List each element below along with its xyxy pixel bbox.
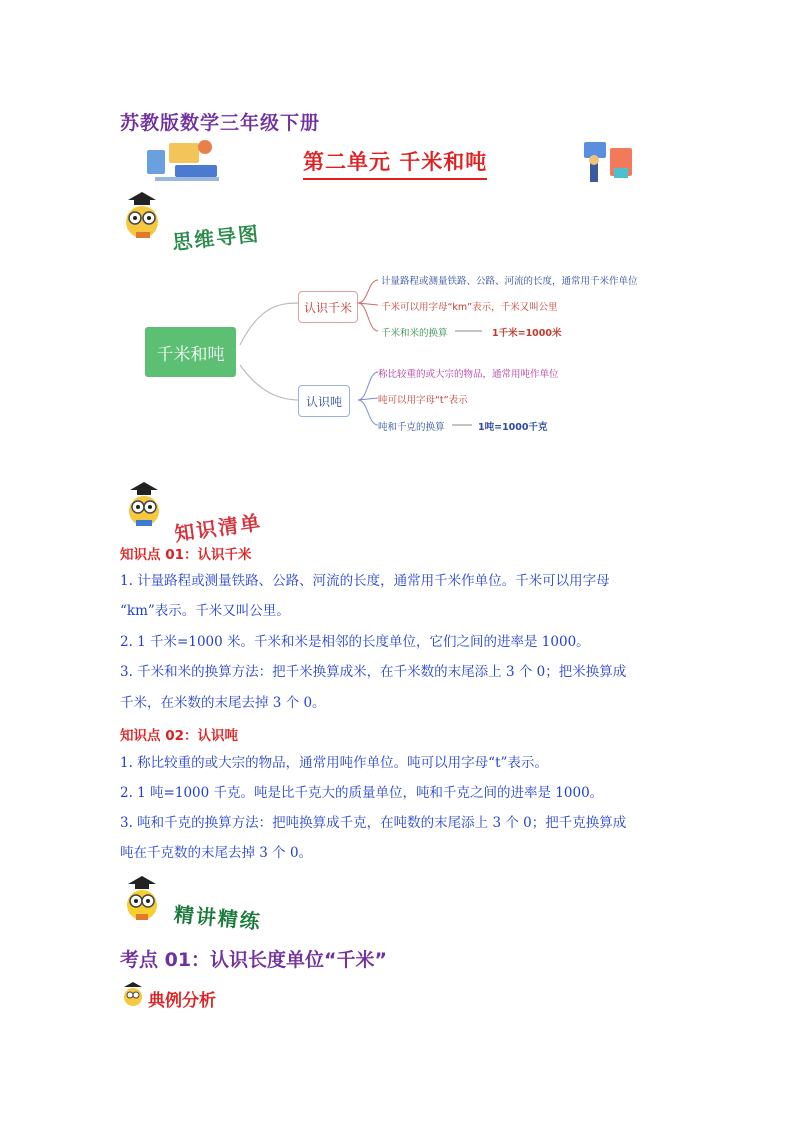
exam-point-heading: 考点 01：认识长度单位“千米” xyxy=(120,949,388,971)
unit-title: 第二单元 千米和吨 xyxy=(303,146,487,180)
knowledge-point-2-line-2: 2. 1 吨=1000 千克。吨是比千克大的质量单位，吨和千克之间的进率是 1000。 xyxy=(120,785,604,801)
owl-small-icon xyxy=(120,980,146,1008)
mindmap-km-conversion: 1千米=1000米 xyxy=(492,328,562,339)
knowledge-point-1-line-1: 1. 计量路程或测量铁路、公路、河流的长度，通常用千米作单位。千米可以用字母 xyxy=(120,573,610,589)
knowledge-point-2-line-1: 1. 称比较重的或大宗的物品，通常用吨作单位。吨可以用字母“t”表示。 xyxy=(120,755,548,771)
knowledge-point-1-line-2: “km”表示。千米又叫公里。 xyxy=(120,603,290,619)
mindmap-ton-item-3: 吨和千克的换算 xyxy=(378,422,445,433)
mindmap-section-title: 思维导图 xyxy=(171,221,262,255)
knowledge-point-2-line-3: 3. 吨和千克的换算方法：把吨换算成千克，在吨数的末尾添上 3 个 0；把千克换算成 xyxy=(120,815,627,831)
mindmap-ton-item-2: 吨可以用字母“t”表示 xyxy=(378,395,468,406)
owl-mascot-icon xyxy=(120,478,168,528)
branch-ton-label: 认识吨 xyxy=(305,394,342,409)
mindmap-ton-item-1: 称比较重的或大宗的物品，通常用吨作单位 xyxy=(378,369,559,380)
study-illustration-left xyxy=(145,135,225,185)
mindmap-km-item-3: 千米和米的换算 xyxy=(381,328,448,339)
knowledge-point-1-line-4: 3. 千米和米的换算方法：把千米换算成米，在千米数的末尾添上 3 个 0；把米换算成 xyxy=(120,664,627,680)
knowledge-point-1-line-5: 千米，在米数的末尾去掉 3 个 0。 xyxy=(120,695,326,711)
mindmap-root-label: 千米和吨 xyxy=(156,344,225,365)
mindmap-root-node xyxy=(145,327,236,377)
book-title: 苏教版数学三年级下册 xyxy=(120,112,321,134)
branch-km-label: 认识千米 xyxy=(303,300,352,315)
mindmap-branch-ton xyxy=(298,385,350,417)
lecture-section-title: 精讲精练 xyxy=(172,902,263,934)
example-analysis-label: 典例分析 xyxy=(148,991,216,1011)
mindmap-branch-km xyxy=(298,291,358,323)
knowledge-point-2-line-4: 吨在千克数的末尾去掉 3 个 0。 xyxy=(120,845,313,861)
mindmap-ton-conversion: 1吨=1000千克 xyxy=(478,422,548,433)
knowledge-point-1-heading: 知识点 01：认识千米 xyxy=(120,547,252,563)
study-illustration-right xyxy=(580,138,640,184)
owl-mascot-icon xyxy=(118,872,166,922)
mindmap-km-item-2: 千米可以用字母“km”表示，千米又叫公里 xyxy=(381,302,558,313)
knowledge-point-1-line-3: 2. 1 千米=1000 米。千米和米是相邻的长度单位，它们之间的进率是 1000。 xyxy=(120,634,590,650)
mindmap-km-item-1: 计量路程或测量铁路、公路、河流的长度，通常用千米作单位 xyxy=(381,276,638,287)
knowledge-point-2-heading: 知识点 02：认识吨 xyxy=(120,728,238,744)
owl-mascot-icon xyxy=(118,188,166,240)
knowledge-section-title: 知识清单 xyxy=(172,509,264,546)
